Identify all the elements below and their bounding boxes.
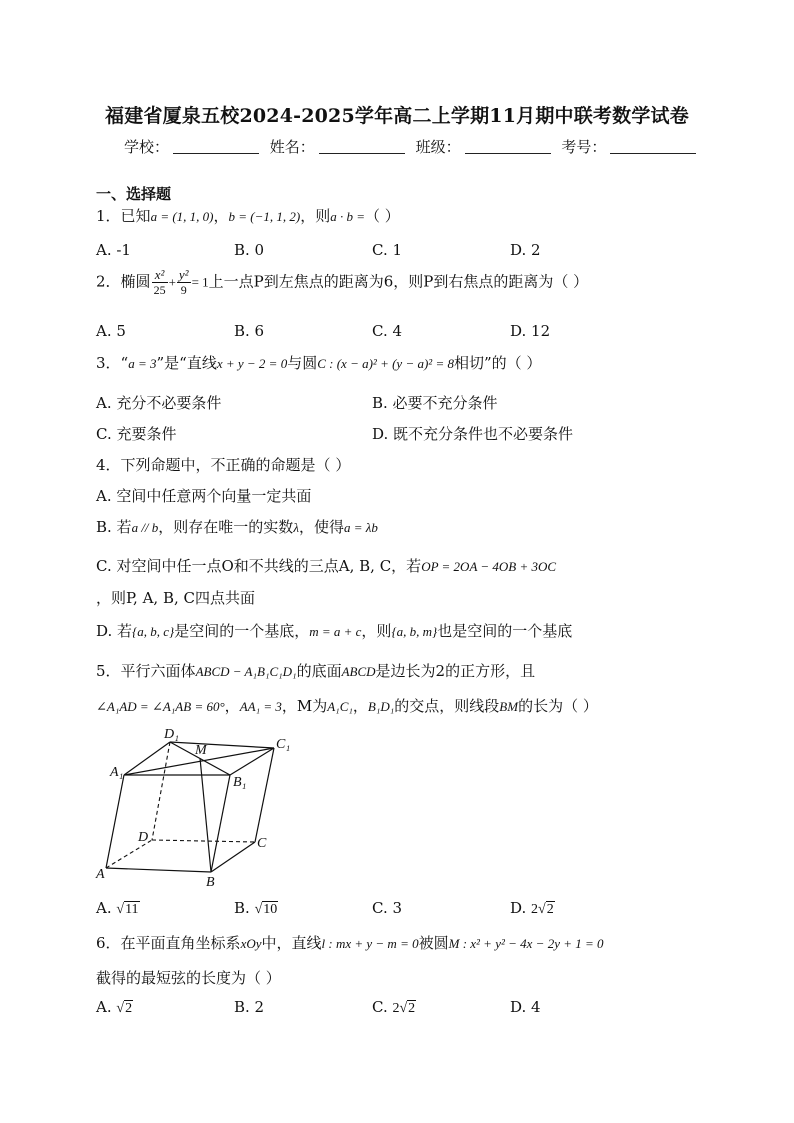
question-4-number: 4．	[96, 456, 121, 474]
label-a1: A₁	[110, 765, 124, 780]
question-5-option-a: A. √11	[96, 899, 139, 917]
question-6-stem: 6．在平面直角坐标系xOy中，直线l : mx + y − m = 0被圆M : x² + y² − 4x − 2y + 1 = 0	[96, 934, 604, 952]
question-6-option-c: C. 2√2	[372, 998, 416, 1016]
question-5-number: 5．	[96, 662, 121, 680]
question-5-option-b: B. √10	[234, 899, 278, 917]
student-info-row	[124, 136, 702, 157]
label-c1: C₁	[276, 737, 291, 752]
question-4-option-b: B. 若a // b，则存在唯一的实数λ，使得a = λb	[96, 518, 378, 536]
question-3-number: 3．	[96, 354, 121, 372]
class-blank	[465, 139, 551, 154]
question-6-number: 6．	[96, 934, 121, 952]
question-2-option-c: C. 4	[372, 322, 403, 340]
question-3-option-c: C. 充要条件	[96, 425, 177, 443]
question-1-text: ，	[213, 207, 229, 225]
question-3-stem: 3．“a = 3”是“直线x + y − 2 = 0与圆C : (x − a)² + (y − a)² = 8相切”的（ ）	[96, 354, 542, 372]
edge-ab	[106, 868, 211, 872]
parallelepiped-figure	[94, 722, 304, 890]
question-1-number: 1．	[96, 207, 121, 225]
question-5-option-d: D. 2√2	[510, 899, 554, 917]
question-2-fraction-x: $\frac{\text{x²}}{25}$	[153, 267, 166, 297]
question-2-option-a: A. 5	[96, 322, 126, 340]
question-2-stem: 2．椭圆 $\frac{\text{x²}}{25}$ + $\frac{\text{y²}}{9}$ = 1上一点P到左焦点的距离为6，则P到右焦点的距离为（ ）	[96, 267, 589, 297]
question-4-vector-equation: OP = 2OA − 4OB + 3OC	[421, 559, 557, 574]
school-blank	[173, 139, 259, 154]
question-2-text: 椭圆	[120, 272, 151, 291]
question-6-stem-continued: 截得的最短弦的长度为（ ）	[96, 969, 281, 987]
class-label: 班级：	[415, 138, 461, 156]
question-5-option-c: C. 3	[372, 899, 403, 917]
label-a: A	[96, 867, 105, 882]
name-label: 姓名：	[269, 138, 315, 156]
edge-bc	[211, 842, 255, 872]
hidden-edge-d1d	[152, 742, 170, 840]
label-b1: B₁	[233, 775, 247, 790]
question-6-line-equation: l : mx + y − m = 0	[321, 936, 419, 951]
question-2-option-b: B. 6	[234, 322, 265, 340]
question-1-text: （ ）	[365, 207, 400, 225]
question-3-option-b: B. 必要不充分条件	[372, 394, 498, 412]
hidden-edge-dc	[152, 840, 255, 842]
question-6-circle-equation: M : x² + y² − 4x − 2y + 1 = 0	[448, 936, 604, 951]
edge-d1c1	[170, 742, 274, 748]
question-4-option-d: D. 若{a, b, c}是空间的一个基底，m = a + c，则{a, b, m}也是空间的一个基底	[96, 622, 573, 640]
label-d: D	[138, 830, 149, 845]
label-m: M	[195, 743, 207, 758]
section-heading: 一、选择题	[96, 185, 172, 203]
question-4-text: 下列命题中，不正确的命题是（ ）	[120, 456, 351, 474]
question-1-dot-product: a · b =	[330, 209, 366, 224]
edge-c1c	[255, 748, 274, 842]
question-1-text: ，则	[300, 207, 331, 225]
question-6-option-b: B. 2	[234, 998, 265, 1016]
question-3-circle-equation: C : (x − a)² + (y − a)² = 8	[317, 356, 454, 371]
question-3-line-equation: x + y − 2 = 0	[216, 356, 288, 371]
question-3-option-d: D. 既不充分条件也不必要条件	[372, 425, 574, 443]
question-2-number: 2．	[96, 272, 121, 291]
question-3-math-a: a = 3	[128, 356, 157, 371]
question-1-option-b: B. 0	[234, 241, 265, 259]
school-label: 学校：	[124, 138, 170, 156]
question-4-option-a: A. 空间中任意两个向量一定共面	[96, 487, 312, 505]
edge-a1a	[106, 775, 124, 868]
exam-number-label: 考号：	[561, 138, 607, 156]
question-4-stem	[96, 454, 350, 475]
edge-b1b	[211, 775, 230, 872]
question-1-option-d: D. 2	[510, 241, 541, 259]
question-5-stem-continued: ∠A₁AD = ∠A₁AB = 60°，AA₁ = 3，M为A₁C₁，B₁D₁的交点，则线段BM的长为（ ）	[96, 697, 598, 715]
question-3-option-a: A. 充分不必要条件	[96, 394, 222, 412]
question-1-option-a: A. -1	[96, 241, 131, 259]
question-5-stem: 5．平行六面体ABCD − A₁B₁C₁D₁的底面ABCD是边长为2的正方形，且	[96, 662, 536, 680]
name-blank	[319, 139, 405, 154]
question-2-equals: = 1	[191, 274, 209, 290]
label-d1: D₁	[164, 727, 179, 742]
exam-number-blank	[610, 139, 696, 154]
question-2-fraction-y: $\frac{\text{y²}}{9}$	[178, 267, 189, 297]
question-4-option-c-continued: ，则P, A, B, C四点共面	[96, 589, 255, 607]
label-c: C	[257, 836, 267, 851]
question-6-option-d: D. 4	[510, 998, 541, 1016]
exam-title: 福建省厦泉五校2024-2025学年高二上学期11月期中联考数学试卷	[105, 105, 689, 127]
question-6-option-a: A. √2	[96, 998, 133, 1016]
question-1-vector-a: a = (1, 1, 0)	[150, 209, 214, 224]
question-1-stem	[96, 205, 400, 226]
question-1-vector-b: b = (−1, 1, 2)	[228, 209, 301, 224]
edge-a1d1	[124, 742, 170, 775]
question-1-option-c: C. 1	[372, 241, 403, 259]
question-2-text: 上一点P到左焦点的距离为6，则P到右焦点的距离为（ ）	[208, 272, 589, 291]
question-1-text: 已知	[120, 207, 151, 225]
question-4-option-c: C. 对空间中任一点O和不共线的三点A, B, C，若OP = 2OA − 4OB + 3OC	[96, 557, 557, 575]
question-2-option-d: D. 12	[510, 322, 551, 340]
label-b: B	[206, 875, 215, 890]
